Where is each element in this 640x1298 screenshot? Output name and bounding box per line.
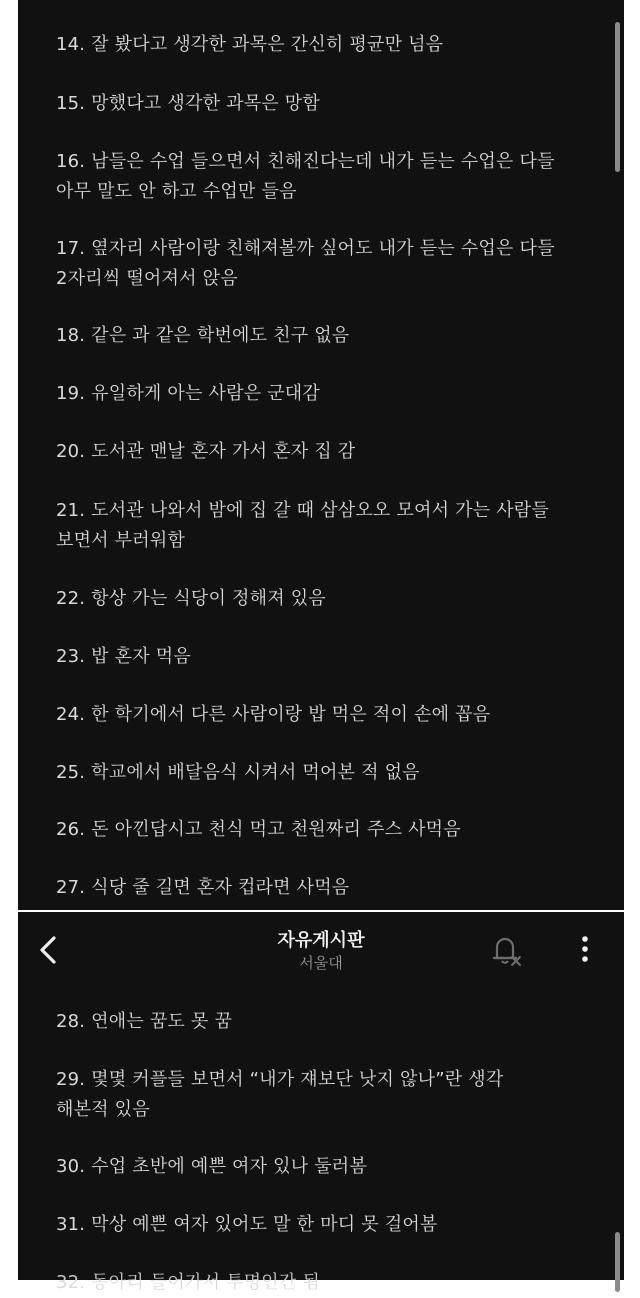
list-item-line: 29. 몇몇 커플들 보면서 “내가 쟤보단 낫지 않나”란 생각 [56,1069,504,1090]
list-item [56,584,576,614]
list-item-line: 25. 학교에서 배달음식 시켜서 먹어본 적 없음 [56,762,420,783]
more-options-button[interactable] [570,932,600,968]
list-item [56,815,576,845]
list-item-line: 16. 남들은 수업 들으면서 친해진다는데 내가 듣는 수업은 다들 [56,151,555,172]
list-item-line: 30. 수업 초반에 예쁜 여자 있나 둘러봄 [56,1156,367,1177]
more-vertical-icon [570,932,600,968]
bell-off-icon [488,932,524,970]
list-item [56,437,576,467]
list-item [56,147,576,207]
list-item-line: 21. 도서관 나와서 밤에 집 갈 때 삼삼오오 모여서 가는 사람들 [56,500,549,521]
list-item [56,89,576,119]
list-item-line: 2자리씩 떨어져서 앉음 [56,268,238,289]
list-item-line: 14. 잘 봤다고 생각한 과목은 간신히 평균만 넘음 [56,34,444,55]
post-body-top [18,0,624,910]
list-item [56,496,576,556]
list-item-line: 20. 도서관 맨날 혼자 가서 혼자 집 감 [56,441,356,462]
list-item [56,321,576,351]
list-item [56,234,576,294]
scrollbar[interactable] [615,1232,620,1292]
list-item-line: 18. 같은 과 같은 학번에도 친구 없음 [56,325,350,346]
list-item-line: 보면서 부러워함 [56,530,186,551]
post-screen [18,912,624,1293]
list-item [56,700,576,730]
list-item [56,30,576,60]
list-item-line: 15. 망했다고 생각한 과목은 망함 [56,93,320,114]
list-item [56,758,576,788]
list-item [56,379,576,409]
school-name: 서울대 [299,954,343,972]
list-item [56,1007,576,1037]
list-item-line: 19. 유일하게 아는 사람은 군대감 [56,383,320,404]
list-item-line: 28. 연애는 꿈도 못 꿈 [56,1011,233,1032]
board-title: 자유게시판 [277,930,365,951]
list-item-line: 23. 밥 혼자 먹음 [56,646,191,667]
scrollbar[interactable] [615,22,620,172]
list-item [56,642,576,672]
list-item [56,873,576,903]
list-item-line: 17. 옆자리 사람이랑 친해져볼까 싶어도 내가 듣는 수업은 다들 [56,238,555,259]
list-item [56,1065,576,1125]
list-item-line: 26. 돈 아낀답시고 천식 먹고 천원짜리 주스 사먹음 [56,819,461,840]
list-item-line: 아무 말도 안 하고 수업만 들음 [56,181,297,202]
list-item [56,1268,576,1293]
list-item-line: 27. 식당 줄 길면 혼자 컵라면 사먹음 [56,877,350,898]
top-app-bar [18,912,624,982]
list-item [56,1210,576,1240]
list-item-line: 24. 한 학기에서 다른 사람이랑 밥 먹은 적이 손에 꼽음 [56,704,491,725]
list-item-line: 31. 막상 예쁜 여자 있어도 말 한 마디 못 걸어봄 [56,1214,438,1235]
notification-button[interactable] [488,932,524,970]
list-item [56,1152,576,1182]
list-item-line: 32. 동아리 들어가서 투명인간 됨 [56,1272,320,1293]
list-item-line: 해본적 있음 [56,1099,150,1120]
list-item-line: 22. 항상 가는 식당이 정해져 있음 [56,588,326,609]
